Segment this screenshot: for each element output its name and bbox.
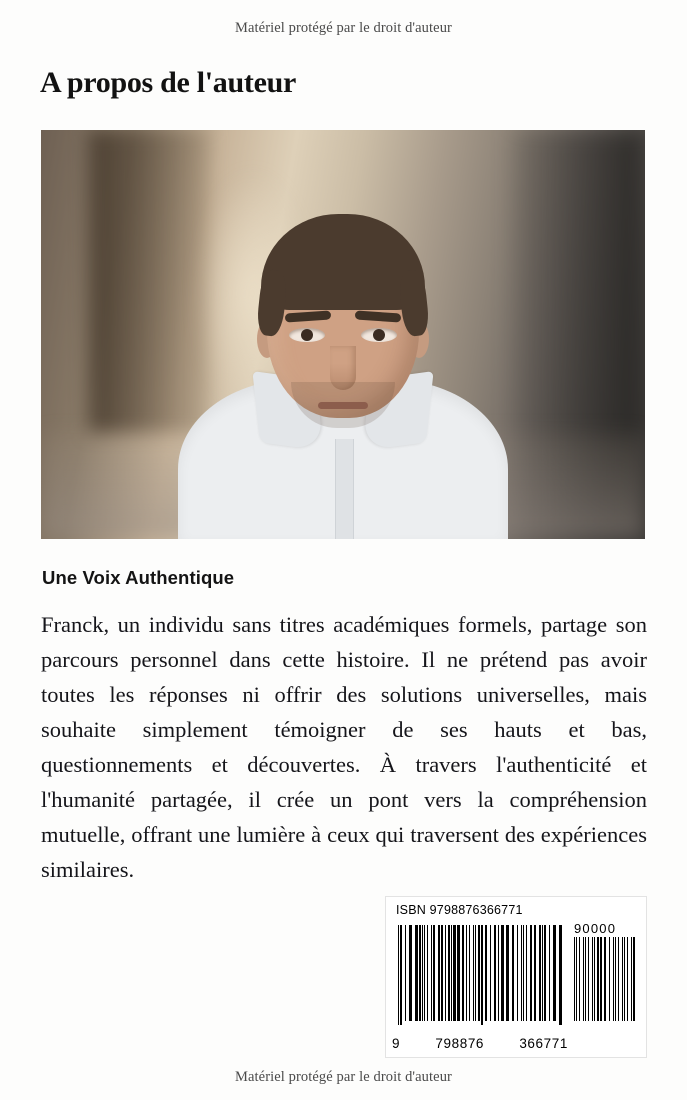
pupil-left — [301, 329, 313, 341]
author-figure — [41, 130, 645, 539]
barcode-digit-prefix: 9 — [392, 1036, 401, 1051]
section-heading: Une Voix Authentique — [42, 567, 235, 589]
page-title: A propos de l'auteur — [40, 66, 296, 100]
author-bio-text: Franck, un individu sans titres académiques formels, partage son parcours personnel dans cette histoire. Il ne prétend pas avoir toutes les réponses ni offrir des solutions universelles, mais souhaite simplement témoigner de ses hauts et bas, questionnements et découvertes. À travers l'authenticité et l'humanité partagée, il crée un pont vers la compréhension mutuelle, offrant une lumière à ceux qui traversent des expériences similaires. — [41, 611, 647, 882]
barcode-addon-label: 90000 — [574, 921, 617, 936]
copyright-watermark-top: Matériel protégé par le droit d'auteur — [235, 20, 452, 36]
barcode-block — [385, 896, 647, 1058]
copyright-watermark-bottom: Matériel protégé par le droit d'auteur — [235, 1069, 452, 1085]
mouth — [318, 402, 368, 409]
eye-right — [361, 328, 397, 342]
barcode-ean13 — [398, 925, 562, 1021]
author-photo — [41, 130, 645, 539]
shirt-placket — [335, 439, 354, 539]
barcode-addon-5digit — [574, 937, 636, 1021]
barcode-digits-left: 798876 — [435, 1036, 485, 1051]
eye-left — [289, 328, 325, 342]
pupil-right — [373, 329, 385, 341]
barcode-digits — [392, 1036, 568, 1051]
isbn-label: ISBN 9798876366771 — [396, 903, 523, 917]
barcode-digits-right: 366771 — [519, 1036, 568, 1051]
